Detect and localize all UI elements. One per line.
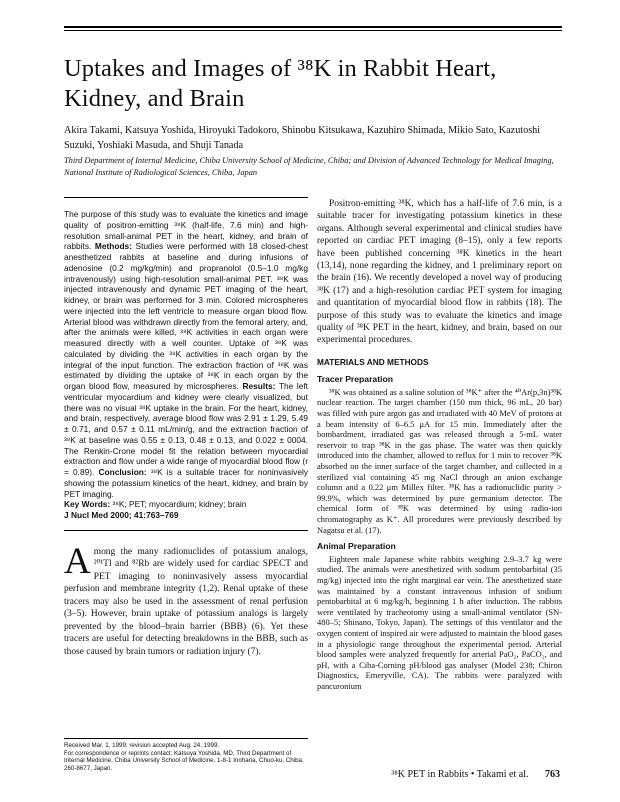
page-footer <box>344 769 560 780</box>
article-title: Uptakes and Images of ³⁸K in Rabbit Heart, Kidney, and Brain <box>64 55 497 112</box>
right-column <box>317 198 562 692</box>
introduction-text: mong the many radionuclides of potassium analogs, ²⁰¹Tl and ⁸²Rb are widely used for cardiac SPECT and PET imaging to noninvasively assess myocardial perfusion and membrane integrity (1,2). Renal uptake of these tracers may also be used in the assessment of renal perfusion (3–5). However, brain uptake of potassium analogs is largely prevented by the blood–brain barrier (BBB) (6). Yet these tracers are useful for detecting breakdowns in the BBB, such as those caused by brain tumors or radiation injury (7). <box>64 547 308 657</box>
abstract-bottom-rule <box>64 530 308 531</box>
tracer-text: ³⁸K was obtained as a saline solution of ³⁸K⁺ after the ⁴⁰Ar(p,3n)³⁸K nuclear reaction. The target chamber (150 mm thick, 96 mL, 20 bar) was filled with pure argon gas and irradiated with 40 MeV of protons at a beam intensity of 6–6.5 μA for 15 min. Immediately after the bombardment, irradiated gas was released through a 5-mL water reservoir to trap ³⁸K in the gas phase. The water was then quickly introduced into the chamber, allowed to reflux for 1 min to recover ³⁸K absorbed on the inner surface of the target chamber, and collected in a sterilized vial containing 45 mg NaCl through an anion exchange column and a 0.22 μm Millex filter. ³⁸K has a radionuclidic purity > 99.9%, which was determined by pure germanium detector. The chemical form of ³⁸K was determined by using radio-ion chromatography as K⁺. All procedures were previously described by Nagatsu et al. (17). <box>317 386 562 535</box>
page-number: 763 <box>545 769 560 780</box>
author-list: Akira Takami, Katsuya Yoshida, Hiroyuki Tadokoro, Shinobu Kitsukawa, Kazuhiro Shimada, Mikio Sato, Kazutoshi Suzuki, Yoshiaki Masuda, and Shuji Tanada <box>64 125 541 151</box>
keywords-label: Key Words: <box>64 499 111 509</box>
abstract-results: The left ventricular myocardium and kidney were clearly visualized, but there was no visual ³⁸K uptake in the brain. For the heart, kidney, and brain, respectively, average blood flow was 2.91 ± 1.29, 5.49 ± 0.71, and 0.57 ± 0.11 mL/min/g, and the extraction fraction of ³⁸K at baseline was 0.55 ± 0.13, 0.48 ± 0.13, and 0.022 ± 0004. The Renkin-Crone model fit the relation between myocardial extraction and flow under a wide range of myocardial blood flow (r = 0.89). <box>64 381 308 477</box>
methods-body <box>317 374 562 691</box>
affiliation: Third Department of Internal Medicine, Chiba University School of Medicine, Chiba; and Division of Advanced Technology for Medical Imaging, National Institute of Radiological Sciences, Chiba, Japan <box>64 156 554 177</box>
footnote-rule <box>64 738 308 739</box>
keywords-text: ³⁸K; PET; myocardium; kidney; brain <box>112 499 247 509</box>
keywords <box>64 499 308 510</box>
subheading-animal: Animal Preparation <box>317 541 396 552</box>
received-note: Received Mar. 1, 1999; revision accepted Aug. 24, 1999. <box>64 742 220 749</box>
running-title: ³⁸K PET in Rabbits • Takami et al. <box>391 769 529 780</box>
top-rule <box>64 26 562 28</box>
intro-continued: Positron-emitting ³⁸K, which has a half-life of 7.6 min, is a suitable tracer for investigating potassium kinetics in these organs. Although several experimental and clinical studies have reported on cardiac PET imaging (8–15), only a few reports have been published concerning ³⁸K kinetics in the heart (13,14), none regarding the kidney, and 1 preliminary report on the brain (16). We recently developed a novel way of producing ³⁸K (17) and a high-resolution cardiac PET system for imaging and quantitation of myocardial blood flow in rabbits (18). The purpose of this study was to evaluate the kinetics and image quality of ³⁸K PET in the heart, kidney, and brain, based on our experimental procedures. <box>317 199 562 346</box>
abstract-intro: The purpose of this study was to evaluate the kinetics and image quality of positron-emitting ³⁸K (half-life, 7.6 min) and high-resolution small-animal PET in the heart, kidney, and brain of rabbits. <box>64 209 308 252</box>
abstract-top-rule <box>64 197 308 198</box>
drop-cap: A <box>64 541 91 582</box>
abstract-methods: Studies were performed with 18 closed-chest anesthetized rabbits at baseline and during infusions of adenosine (0.2 mg/kg/min) and propranolol (0.5–1.0 mg/kg intravenously) using high-resolution small-animal PET. ³⁸K was injected intravenously and dynamic PET imaging of the heart, kidney, or brain was performed for 3 min. Colored microspheres were injected into the left ventricle to measure organ blood flow. Arterial blood was withdrawn directly from the femoral artery, and, after the animals were killed, ³⁸K activities in each organ were measured directly with a well counter. Uptake of ³⁸K was calculated by dividing the ³⁸K activities in each organ by the integral of the input function. The extraction fraction of ³⁸K was estimated by dividing the uptake of ³⁸K in each organ by the organ blood flow, measured by microspheres. <box>64 241 308 391</box>
abstract-conclusion-label: Conclusion: <box>98 467 147 477</box>
abstract-results-label: Results: <box>242 381 276 391</box>
abstract-conclusion: ³⁸K is a suitable tracer for noninvasively showing the potassium kinetics of the heart, kidney, and brain by PET imaging. <box>64 467 308 499</box>
subheading-tracer: Tracer Preparation <box>317 374 393 385</box>
correspondence-note: For correspondence or reprints contact: Katsuya Yoshida, MD, Third Department of Internal Medicine, Chiba University School of Medicine, 1-8-1 Inohana, Chuo-ku, Chiba, 260-8677, Japan. <box>64 749 304 772</box>
journal-citation: J Nucl Med 2000; 41:763–769 <box>64 510 179 520</box>
section-heading: MATERIALS AND METHODS <box>317 356 429 367</box>
abstract-methods-label: Methods: <box>94 241 132 252</box>
footnotes <box>64 742 308 772</box>
abstract <box>64 209 308 499</box>
animal-text: Eighteen male Japanese white rabbits weighing 2.9–3.7 kg were studied. The animals were anesthetized with sodium pentobarbital (35 mg/kg) injected into the right marginal ear vein. The anesthetized state was maintained by a constant intravenous infusion of sodium pentobarbital at 6 mg/kg/h, beginning 1 h after induction. The rabbits were ventilated by tracheotomy using a small-animal ventilator (SN-480–5; Shinano, Tokyo, Japan). The settings of this ventilator and the oxygen content of inspired air were adjusted to maintain the blood gases in a physiologic range throughout the experimental period. Arterial blood samples were analyzed frequently for arterial PaO₂, PaCO₂, and pH, with a Ciba-Corning pH/blood gas analyser (Model 238; Chiron Diagnostics, Emeryville, CA). The rabbits were paralyzed with pancuronium <box>317 553 562 691</box>
introduction-paragraph <box>64 541 308 658</box>
top-rule-thin <box>64 30 562 31</box>
